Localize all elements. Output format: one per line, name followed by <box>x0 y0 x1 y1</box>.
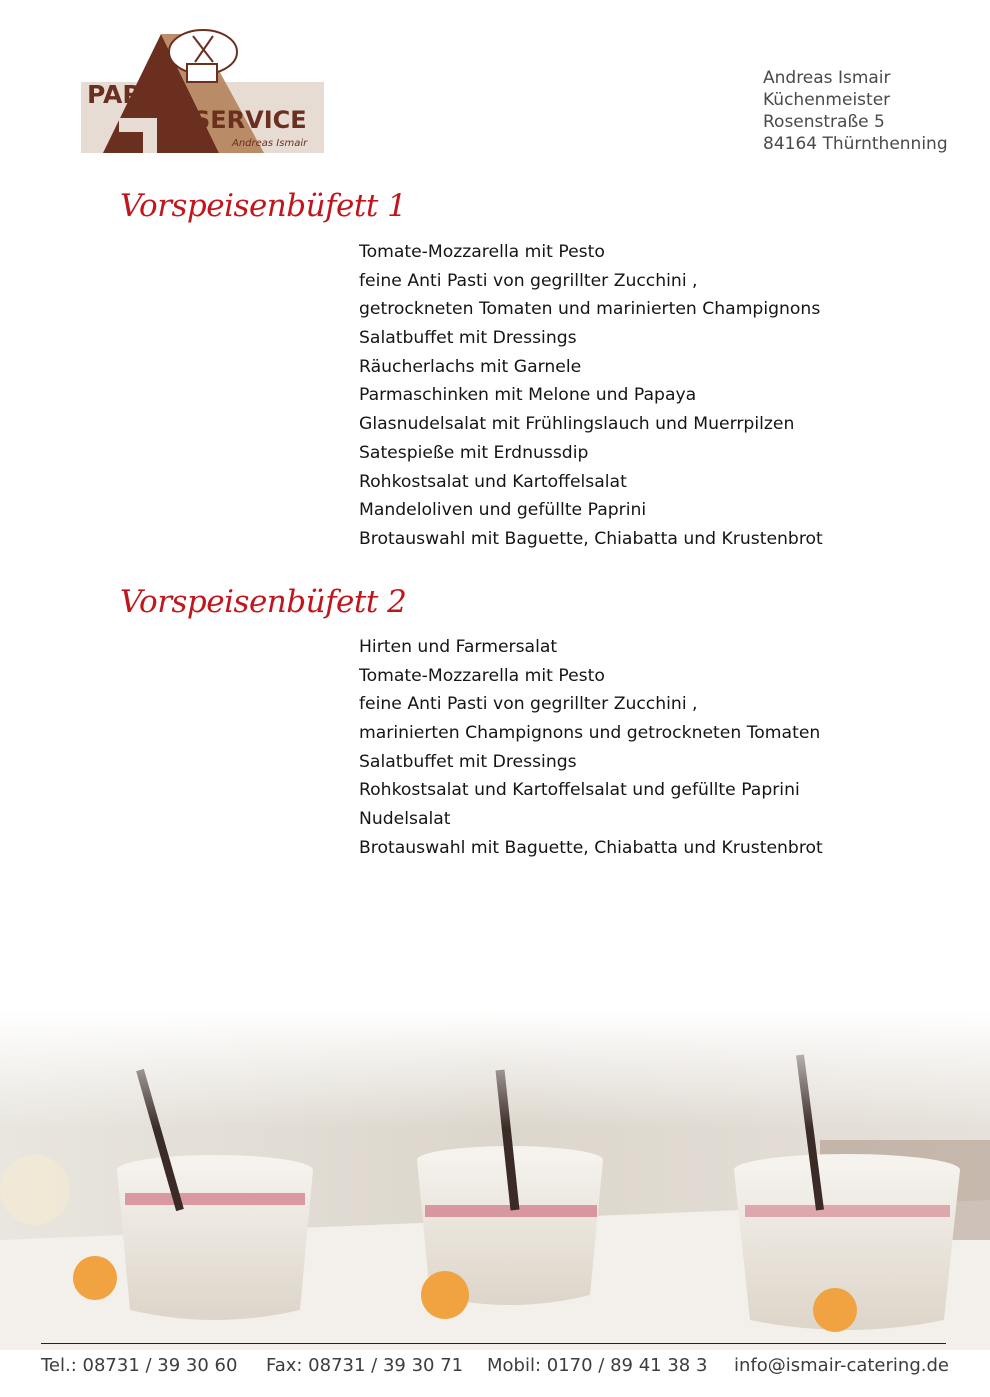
list-item: marinierten Champignons und getrockneten Tomaten <box>359 723 821 744</box>
footer-email[interactable]: info@ismair-catering.de <box>734 1355 949 1376</box>
list-item: Salatbuffet mit Dressings <box>359 328 577 349</box>
footer-tel: Tel.: 08731 / 39 30 60 <box>41 1355 238 1376</box>
list-item: Parmaschinken mit Melone und Papaya <box>359 385 697 406</box>
section-1-title: Vorspeisenbüfett 1 <box>120 188 407 224</box>
section-1-list <box>359 238 823 554</box>
address-name: Andreas Ismair <box>763 68 891 88</box>
list-item: Nudelsalat <box>359 809 451 830</box>
list-item: Hirten und Farmersalat <box>359 637 558 657</box>
footer-fax: Fax: 08731 / 39 30 71 <box>266 1355 464 1376</box>
list-item: Salatbuffet mit Dressings <box>359 751 577 772</box>
section-2-list <box>359 633 823 863</box>
party-service-logo <box>81 22 325 154</box>
list-item: getrockneten Tomaten und marinierten Champignons <box>359 299 821 320</box>
list-item: Glasnudelsalat mit Frühlingslauch und Muerrpilzen <box>359 414 795 435</box>
list-item: Satespieße mit Erdnussdip <box>359 442 589 463</box>
address-city: 84164 Thürnthenning <box>763 134 948 154</box>
dessert-photo <box>0 1010 990 1350</box>
list-item: Mandeloliven und gefüllte Paprini <box>359 500 647 521</box>
list-item: Räucherlachs mit Garnele <box>359 356 582 377</box>
list-item: Brotauswahl mit Baguette, Chiabatta und Krustenbrot <box>359 528 823 549</box>
address-street: Rosenstraße 5 <box>763 112 885 132</box>
address-title: Küchenmeister <box>763 90 891 110</box>
address-block <box>763 67 948 155</box>
list-item: Rohkostsalat und Kartoffelsalat und gefüllte Paprini <box>359 780 800 801</box>
footer-divider <box>41 1343 946 1344</box>
list-item: Tomate-Mozzarella mit Pesto <box>359 665 605 686</box>
footer-mobil: Mobil: 0170 / 89 41 38 3 <box>487 1355 708 1376</box>
list-item: Brotauswahl mit Baguette, Chiabatta und Krustenbrot <box>359 837 823 858</box>
section-2-title: Vorspeisenbüfett 2 <box>120 584 407 620</box>
list-item: feine Anti Pasti von gegrillter Zucchini , <box>359 694 698 715</box>
list-item: feine Anti Pasti von gegrillter Zucchini , <box>359 270 698 291</box>
logo-tagline: Andreas Ismair <box>232 138 308 149</box>
list-item: Rohkostsalat und Kartoffelsalat <box>359 471 627 492</box>
logo-word-service: SERVICE <box>193 106 307 134</box>
logo-word-party: PARTY <box>87 80 176 109</box>
list-item: Tomate-Mozzarella mit Pesto <box>359 242 605 262</box>
